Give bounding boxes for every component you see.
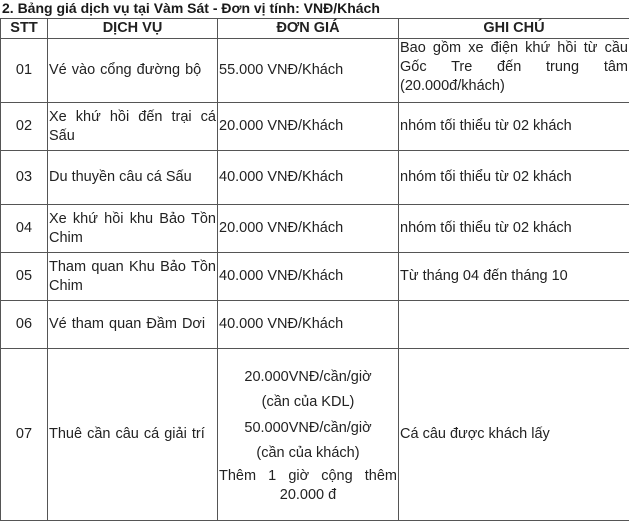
row-note: Từ tháng 04 đến tháng 10 <box>399 253 629 301</box>
header-price: ĐƠN GIÁ <box>218 19 399 39</box>
header-note: GHI CHÚ <box>399 19 629 39</box>
section-heading: 2. Bảng giá dịch vụ tại Vàm Sát - Đơn vị tính: VNĐ/Khách <box>2 0 380 16</box>
row-price: 40.000 VNĐ/Khách <box>218 301 399 349</box>
row-service: Xe khứ hồi đến trại cá Sấu <box>48 103 218 151</box>
row-note: nhóm tối thiểu từ 02 khách <box>399 103 629 151</box>
price-line: Thêm 1 giờ cộng thêm 20.000 đ <box>219 467 397 503</box>
header-stt: STT <box>1 19 48 39</box>
row-price: 20.000 VNĐ/Khách <box>218 103 399 151</box>
table-row <box>1 205 629 253</box>
row-service: Vé tham quan Đầm Dơi <box>48 301 218 349</box>
row-service: Thuê cần câu cá giải trí <box>48 349 218 521</box>
price-line: (cần của khách) <box>256 445 360 461</box>
row-price: 40.000 VNĐ/Khách <box>218 253 399 301</box>
table-row <box>1 151 629 205</box>
row-stt: 03 <box>1 151 48 205</box>
row-note: nhóm tối thiểu từ 02 khách <box>399 151 629 205</box>
price-line: 50.000VNĐ/cần/giờ <box>244 419 372 436</box>
row-price: 55.000 VNĐ/Khách <box>218 39 399 103</box>
row-stt: 07 <box>1 349 48 521</box>
row-price-lines <box>218 349 399 521</box>
row-note: Cá câu được khách lấy <box>399 349 629 521</box>
row-stt: 05 <box>1 253 48 301</box>
price-table <box>0 18 629 521</box>
row-stt: 02 <box>1 103 48 151</box>
row-note: Bao gồm xe điện khứ hồi từ cầu Gốc Tre đến trung tâm (20.000đ/khách) <box>399 39 629 103</box>
row-service: Vé vào cổng đường bộ <box>48 39 218 103</box>
header-row <box>1 19 629 39</box>
row-stt: 06 <box>1 301 48 349</box>
table-row <box>1 39 629 103</box>
row-stt: 04 <box>1 205 48 253</box>
row-price: 40.000 VNĐ/Khách <box>218 151 399 205</box>
price-line: 20.000VNĐ/cần/giờ <box>244 368 372 385</box>
table-row <box>1 349 629 521</box>
table-row <box>1 103 629 151</box>
row-service: Xe khứ hồi khu Bảo Tồn Chim <box>48 205 218 253</box>
row-service: Du thuyền câu cá Sấu <box>48 151 218 205</box>
row-service: Tham quan Khu Bảo Tồn Chim <box>48 253 218 301</box>
header-service: DỊCH VỤ <box>48 19 218 39</box>
row-stt: 01 <box>1 39 48 103</box>
table-row <box>1 253 629 301</box>
row-price: 20.000 VNĐ/Khách <box>218 205 399 253</box>
row-note <box>399 301 629 349</box>
price-line: (cần của KDL) <box>261 394 355 410</box>
table-row <box>1 301 629 349</box>
row-note: nhóm tối thiểu từ 02 khách <box>399 205 629 253</box>
